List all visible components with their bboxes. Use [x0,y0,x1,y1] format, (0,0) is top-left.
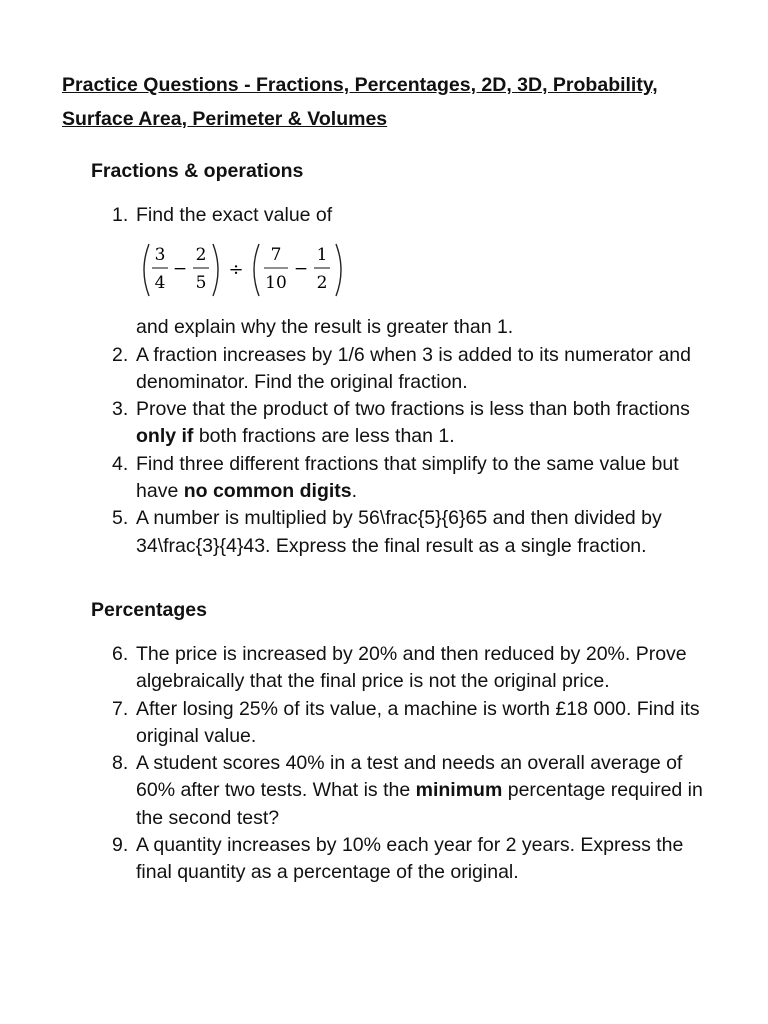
right-b-numerator: 1 [316,245,328,266]
right-a-numerator: 7 [270,245,282,266]
left-a-denominator: 4 [154,273,166,294]
question-item [112,396,716,451]
question-text: A student scores 40% in a test and needs an overall average of 60% after two tests. What is the [136,752,683,802]
question-item [112,641,716,696]
question-text: A fraction increases by 1/6 when 3 is added to its numerator and denominator. Find the original fraction. [136,343,691,393]
question-text: . [351,480,358,503]
question-text: both fractions are less than 1. [193,425,455,448]
question-number: 7. [112,697,129,720]
emphasis-text: minimum [415,779,503,802]
math-expression [136,230,716,310]
question-item [112,750,716,832]
question-number: 6. [112,643,129,665]
question-number: 2. [112,343,129,366]
question-text: Prove that the product of two fractions is less than both fractions [136,398,690,421]
question-number: 5. [112,507,129,530]
left-b-denominator: 5 [195,273,207,294]
right-a-denominator: 10 [265,273,287,294]
question-text: The price is increased by 20% and then reduced by 20%. Prove algebraically that the final price is not the original price. [136,643,687,693]
question-number: 9. [112,834,129,857]
question-text: After losing 25% of its value, a machine is worth £18 000. Find its original value. [136,697,700,747]
emphasis-text: only if [136,425,194,448]
question-text: percentage required in the second test? [136,779,703,829]
question-text: A number is multiplied by 56\frac{5}{6}65 and then divided by 34\frac{3}{4}43. Express the final result as a single fraction. [136,507,662,557]
question-item [112,696,716,751]
question-text-continued: and explain why the result is greater than 1. [136,316,514,339]
question-item [112,505,716,560]
question-item [112,832,716,887]
left-operator: − [172,259,188,280]
right-operator: − [293,259,309,280]
left-a-numerator: 3 [154,245,166,266]
question-text: Find three different fractions that simplify to the same value but have [136,452,679,503]
question-number: 8. [112,752,129,775]
question-item [112,202,716,342]
question-text: Find the exact value of [136,204,333,226]
section-heading-percentages: Percentages [91,599,207,621]
divide-operator: ÷ [228,259,244,281]
question-item [112,451,716,506]
question-list-fractions [112,202,716,560]
question-item [112,342,716,397]
left-b-numerator: 2 [195,245,207,266]
question-number: 4. [112,452,129,475]
right-b-denominator: 2 [316,273,328,294]
question-text: A quantity increases by 10% each year for 2 years. Express the final quantity as a percentage of the original. [136,834,684,884]
question-number: 1. [112,204,129,226]
emphasis-text: no common digits [183,480,352,503]
question-list-percentages [112,641,716,887]
question-number: 3. [112,398,129,421]
document-title: Practice Questions - Fractions, Percentages, 2D, 3D, Probability, Surface Area, Perimeter & Volumes [62,74,658,130]
section-heading-fractions: Fractions & operations [91,160,304,182]
